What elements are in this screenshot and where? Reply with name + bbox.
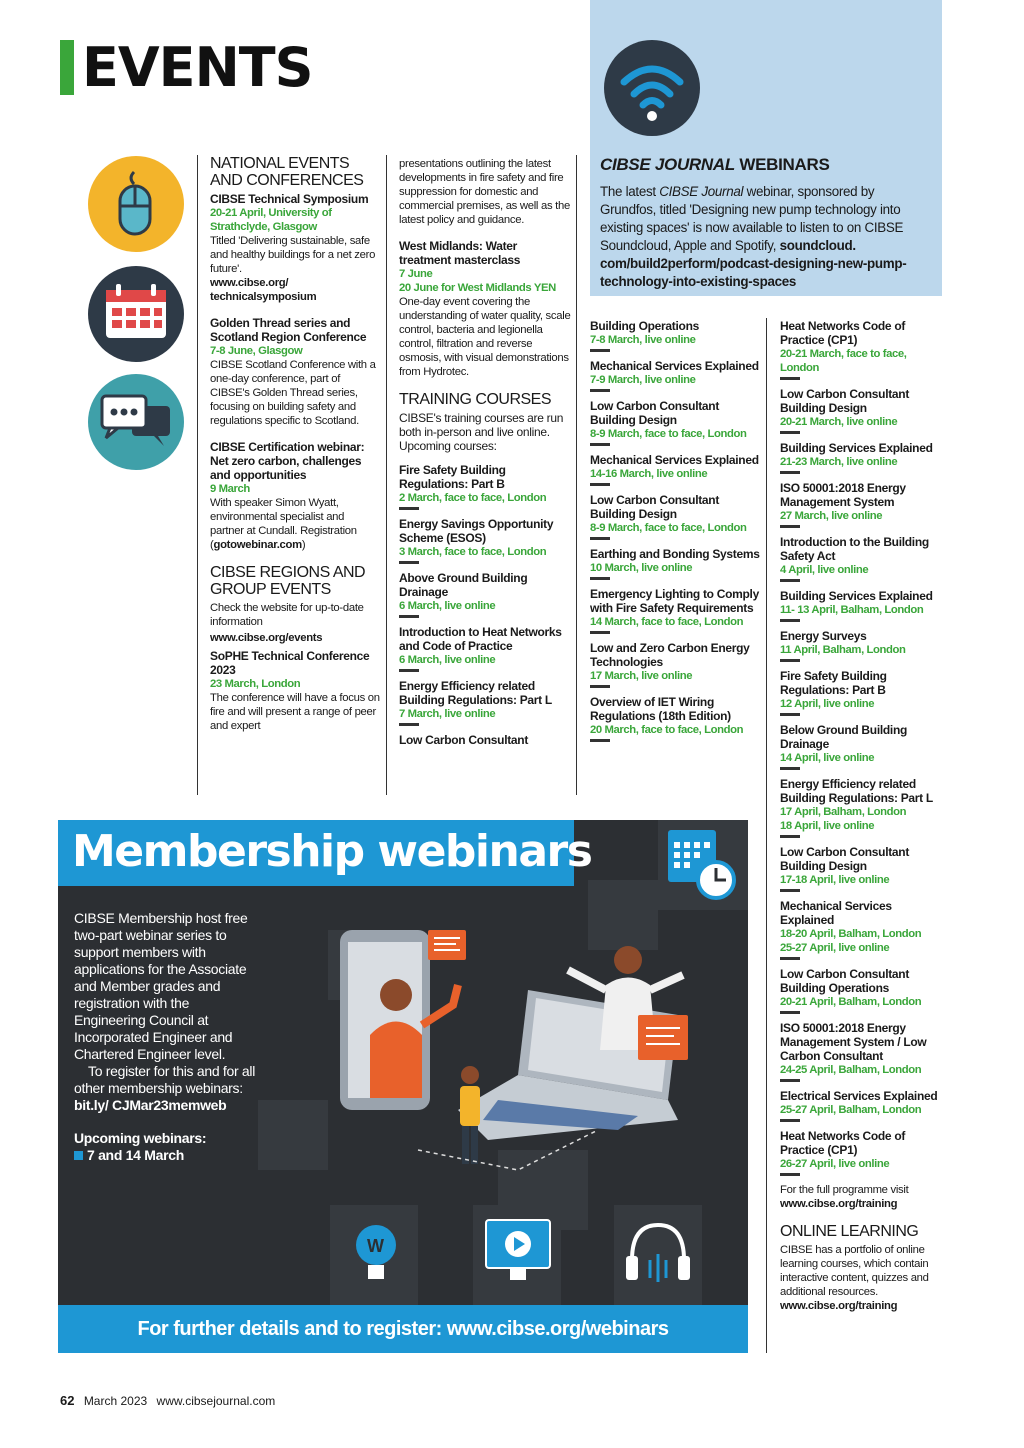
- separator-dash: [590, 389, 610, 392]
- course-item: [590, 453, 762, 486]
- column-national-events: NATIONAL EVENTS AND CONFERENCES CIBSE Technical Symposium 20-21 April, University of Strathclyde, Glasgow Titled 'Delivering sustainable, safe and healthy buildings for a net zero future'. www.cibse.org/ technicalsymposium Golden Thread series and Scotland Region Conference 7-8 June, Glasgow CIBSE Scotland Conference with a one-day conference, part of CIBSE's Golden Thread series, focusing on building safety and regulations specific to Scotland. CIBSE Certification webinar: Net zero carbon, challenges and opportunities 9 March With speaker Simon Wyatt, environmental specialist and partner at Cundall. Registration (gotowebinar.com) CIBSE REGIONS AND GROUP EVENTS Check the website for up-to-date information www.cibse.org/events SoPHE Technical Conference 2023 23 March, London The conference will have a focus on fire and will present a range of peer and expert: [210, 155, 380, 732]
- course-item: [780, 441, 942, 474]
- separator-dash: [780, 431, 800, 434]
- course-title: ISO 50001:2018 Energy Management System / Low Carbon Consultant: [780, 1021, 927, 1063]
- course-title: Building Services Explained: [780, 441, 933, 455]
- course-date: 20-21 March, face to face, London: [780, 348, 907, 374]
- regions-link[interactable]: www.cibse.org/events: [210, 632, 323, 644]
- course-item: [780, 845, 942, 892]
- course-title: Heat Networks Code of Practice (CP1): [780, 1129, 906, 1157]
- section-heading: NATIONAL EVENTS AND CONFERENCES: [210, 155, 364, 189]
- course-date: 27 March, live online: [780, 510, 883, 522]
- chat-icon: [88, 374, 184, 470]
- calendar-icon: [88, 266, 184, 362]
- course-date: 3 March, face to face, London: [399, 546, 547, 558]
- issue-date: March 2023: [83, 1394, 148, 1408]
- membership-title: Membership webinars: [72, 826, 592, 877]
- column-rule: [766, 318, 767, 1353]
- separator-dash: [780, 1011, 800, 1014]
- course-title: Low Carbon Consultant Building Operations: [780, 967, 910, 995]
- event-item: CIBSE Technical Symposium 20-21 April, University of Strathclyde, Glasgow Titled 'Delivering sustainable, safe and healthy buildings for a net zero future'. www.cibse.org/ technicalsymposium: [210, 192, 380, 304]
- course-item: [399, 679, 571, 726]
- separator-dash: [590, 685, 610, 688]
- separator-dash: [780, 659, 800, 662]
- course-title: Below Ground Building Drainage: [780, 723, 908, 751]
- webinars-link[interactable]: www.cibse.org/webinars: [446, 1318, 669, 1340]
- course-title: Overview of IET Wiring Regulations (18th Edition): [590, 695, 731, 723]
- separator-dash: [590, 349, 610, 352]
- course-title: Low Carbon Consultant Building Design: [780, 387, 910, 415]
- course-title: Low and Zero Carbon Energy Technologies: [590, 641, 750, 669]
- event-link[interactable]: www.cibse.org/ technicalsymposium: [210, 277, 317, 303]
- course-item: [780, 669, 942, 716]
- webinar-box-title: CIBSE JOURNAL WEBINARS: [600, 155, 830, 174]
- course-date: 6 March, live online: [399, 654, 496, 666]
- course-date: 18 April, live online: [780, 820, 875, 832]
- course-date: 10 March, live online: [590, 562, 693, 574]
- course-title: Earthing and Bonding Systems: [590, 547, 760, 561]
- course-item: [780, 629, 942, 662]
- course-title: ISO 50001:2018 Energy Management System: [780, 481, 906, 509]
- course-date: 8-9 March, face to face, London: [590, 522, 747, 534]
- column-training: presentations outlining the latest developments in fire safety and fire suppression for domestic and commercial premises, as well as the latest policy and guidance. West Midlands: Water treatment masterclass 7 June 20 June for West Midlands YEN One-day event covering the understanding of water quality, scale control, bacteria and legionella control, filtration and reverse osmosis, with visual demonstrations from Hydrotec. TRAINING COURSES CIBSE's training courses are run both in-person and live online. Upcoming courses: Fire Safety Building Regulations: Part B 2 March, face to face, London Energy Savings Opportunity Scheme (ESOS) 3 March, face to face, London Above Ground Building Drainage 6 March, live online Introduction to Heat Networks and Code of Practice 6 March, live online Energy Efficiency related Building Regulations: Part L 7 March, live online Low Carbon Consultant: [399, 158, 571, 747]
- course-item: [399, 625, 571, 672]
- section-heading: ONLINE LEARNING: [780, 1223, 919, 1240]
- course-date: 11- 13 April, Balham, London: [780, 604, 924, 616]
- course-item: [780, 589, 942, 622]
- svg-text:W: W: [367, 1236, 384, 1256]
- separator-dash: [590, 537, 610, 540]
- course-title: Building Operations: [590, 319, 699, 333]
- course-title: Energy Efficiency related Building Regulations: Part L: [399, 679, 552, 707]
- separator-dash: [590, 739, 610, 742]
- course-item: [590, 547, 762, 580]
- course-date: 14-16 March, live online: [590, 468, 708, 480]
- separator-dash: [780, 713, 800, 716]
- course-date: 14 March, face to face, London: [590, 616, 744, 628]
- course-title: Electrical Services Explained: [780, 1089, 938, 1103]
- membership-footer-text: For further details and to register: www.cibse.org/webinars: [137, 1318, 669, 1340]
- separator-dash: [780, 1173, 800, 1176]
- footer-site-link[interactable]: www.cibsejournal.com: [156, 1394, 276, 1408]
- course-date: 25-27 April, live online: [780, 942, 890, 954]
- separator-dash: [780, 767, 800, 770]
- separator-dash: [399, 723, 419, 726]
- separator-dash: [590, 483, 610, 486]
- separator-dash: [780, 579, 800, 582]
- course-title: Energy Savings Opportunity Scheme (ESOS): [399, 517, 554, 545]
- separator-dash: [590, 443, 610, 446]
- title-accent-bar: [60, 40, 74, 95]
- course-title: Heat Networks Code of Practice (CP1): [780, 319, 906, 347]
- page-title: EVENTS: [82, 36, 313, 99]
- course-date: 26-27 April, live online: [780, 1158, 890, 1170]
- square-bullet-icon: [74, 1151, 83, 1160]
- course-title: Emergency Lighting to Comply with Fire Safety Requirements: [590, 587, 759, 615]
- course-item: [590, 319, 762, 352]
- separator-dash: [780, 1119, 800, 1122]
- course-item: [780, 535, 942, 582]
- column-courses-4: Heat Networks Code of Practice (CP1) 20-21 March, face to face, London Low Carbon Consultant Building Design 20-21 March, live online Building Services Explained 21-23 March, live online ISO 50001:2018 Energy Management System 27 March, live online Introduction to the Building Safety Act 4 April, live online Building Services Explained 11- 13 April, Balham, London Energy Surveys 11 April, Balham, London Fire Safety Building Regulations: Part B 12 April, live online Below Ground Building Drainage 14 April, live online Energy Efficiency related Building Regulations: Part L 17 April, Balham, London 18 April, live online Low Carbon Consultant Building Design 17-18 April, live online Mechanical Services Explained 18-20 April, Balham, London 25-27 April, live online Low Carbon Consultant Building Operations 20-21 April, Balham, London ISO 50001:2018 Energy Management System / Low Carbon Consultant 24-25 April, Balham, London Electrical Services Explained 25-27 April, Balham, London Heat Networks Code of Practice (CP1) 26-27 April, live online For the full programme visit www.cibse.org/training ONLINE LEARNING CIBSE has a portfolio of online learning courses, which contain interactive content, quizzes and additional resources. www.cibse.org/training: [780, 319, 942, 1313]
- column-rule: [576, 155, 577, 795]
- column-courses-3: [590, 319, 762, 749]
- page-number: 62: [60, 1393, 75, 1408]
- course-date: 24-25 April, Balham, London: [780, 1064, 922, 1076]
- mouse-icon: [88, 156, 184, 252]
- course-date: 7-9 March, live online: [590, 374, 696, 386]
- course-date: 21-23 March, live online: [780, 456, 898, 468]
- course-item: [590, 359, 762, 392]
- course-date: 2 March, face to face, London: [399, 492, 547, 504]
- course-item: [399, 463, 571, 510]
- section-heading: CIBSE REGIONS AND GROUP EVENTS: [210, 564, 366, 598]
- separator-dash: [780, 377, 800, 380]
- membership-link[interactable]: bit.ly/ CJMar23memweb: [74, 1097, 227, 1113]
- separator-dash: [399, 669, 419, 672]
- course-item: [399, 571, 571, 618]
- column-rule: [386, 155, 387, 795]
- course-date: 20 March, face to face, London: [590, 724, 744, 736]
- course-item: [590, 493, 762, 540]
- course-title: Fire Safety Building Regulations: Part B: [399, 463, 506, 491]
- separator-dash: [780, 957, 800, 960]
- course-item: [399, 517, 571, 564]
- course-date: 11 April, Balham, London: [780, 644, 906, 656]
- course-date: 17 March, live online: [590, 670, 693, 682]
- membership-text: CIBSE Membership host free two-part webinar series to support members with applications for the Associate and Member grades and registration with the Engineering Council at Incorporated Engineer and Chartered Engineer level. To register for this and for all other membership webinars: bit.ly/ CJMar23memweb Upcoming webinars: 7 and 14 March: [74, 910, 256, 1163]
- webinar-box-body: The latest CIBSE Journal webinar, sponsored by Grundfos, titled 'Designing new pump technology into existing spaces' is now available to listen to on CIBSE Soundcloud, Apple and Spotify, soundcloud. com/build2perform/podcast-designing-new-pump-technology-into-existing-spaces: [600, 184, 907, 289]
- separator-dash: [399, 507, 419, 510]
- course-date: 7-8 March, live online: [590, 334, 696, 346]
- course-item: [780, 481, 942, 528]
- course-date: 7 March, live online: [399, 708, 496, 720]
- separator-dash: [780, 471, 800, 474]
- wifi-icon: [604, 40, 700, 136]
- course-date: 18-20 April, Balham, London: [780, 928, 922, 940]
- course-date: 17 April, Balham, London: [780, 806, 907, 818]
- separator-dash: [780, 1079, 800, 1082]
- course-title: Building Services Explained: [780, 589, 933, 603]
- course-title: Low Carbon Consultant Building Design: [590, 493, 720, 521]
- event-item: West Midlands: Water treatment masterclass 7 June 20 June for West Midlands YEN One-day event covering the understanding of water quality, scale control, bacteria and legionella control, filtration and reverse osmosis, with visual demonstrations from Hydrotec.: [399, 239, 571, 378]
- online-link[interactable]: www.cibse.org/training: [780, 1300, 898, 1312]
- training-link[interactable]: www.cibse.org/training: [780, 1198, 898, 1210]
- course-item: [780, 723, 942, 770]
- course-title: Mechanical Services Explained: [590, 453, 759, 467]
- course-title: Low Carbon Consultant Building Design: [780, 845, 910, 873]
- course-title: Fire Safety Building Regulations: Part B: [780, 669, 887, 697]
- course-title: Introduction to Heat Networks and Code of Practice: [399, 625, 562, 653]
- course-item: [780, 387, 942, 434]
- separator-dash: [590, 631, 610, 634]
- course-item: [780, 1021, 942, 1082]
- course-date: 17-18 April, live online: [780, 874, 890, 886]
- course-date: 6 March, live online: [399, 600, 496, 612]
- course-item: [780, 319, 942, 380]
- course-item: [780, 777, 942, 838]
- course-item: [780, 1129, 942, 1176]
- page-footer: [60, 1393, 275, 1408]
- separator-dash: [399, 561, 419, 564]
- event-item: CIBSE Certification webinar: Net zero carbon, challenges and opportunities 9 March With speaker Simon Wyatt, environmental specialist and partner at Cundall. Registration (gotowebinar.com): [210, 440, 365, 551]
- column-rule: [197, 155, 198, 795]
- course-item: [590, 587, 762, 634]
- course-title: Low Carbon Consultant: [399, 733, 529, 747]
- course-item: [780, 899, 942, 960]
- event-item: Golden Thread series and Scotland Region Conference 7-8 June, Glasgow CIBSE Scotland Conference with a one-day conference, part of CIBSE's Golden Thread series, focusing on building safety and regulations specific to Scotland.: [210, 316, 376, 427]
- course-title: Energy Efficiency related Building Regulations: Part L: [780, 777, 933, 805]
- course-title: Above Ground Building Drainage: [399, 571, 528, 599]
- course-date: 14 April, live online: [780, 752, 875, 764]
- event-link[interactable]: gotowebinar.com: [213, 539, 302, 551]
- course-date: 25-27 April, Balham, London: [780, 1104, 922, 1116]
- course-item: [590, 641, 762, 688]
- separator-dash: [399, 615, 419, 618]
- event-item: SoPHE Technical Conference 2023 23 March, London The conference will have a focus on fire and will present a range of peer and expert: [210, 649, 380, 732]
- course-date: 4 April, live online: [780, 564, 869, 576]
- course-title: Mechanical Services Explained: [590, 359, 759, 373]
- course-date: 12 April, live online: [780, 698, 875, 710]
- course-title: Energy Surveys: [780, 629, 867, 643]
- course-title: Introduction to the Building Safety Act: [780, 535, 929, 563]
- separator-dash: [780, 525, 800, 528]
- course-title: Mechanical Services Explained: [780, 899, 892, 927]
- course-item: [590, 399, 762, 446]
- separator-dash: [780, 889, 800, 892]
- course-date: 20-21 March, live online: [780, 416, 898, 428]
- separator-dash: [780, 835, 800, 838]
- course-item: [780, 1089, 942, 1122]
- course-item: [780, 967, 942, 1014]
- course-title: Low Carbon Consultant Building Design: [590, 399, 720, 427]
- course-date: 20-21 April, Balham, London: [780, 996, 922, 1008]
- section-heading: TRAINING COURSES: [399, 391, 552, 408]
- separator-dash: [780, 619, 800, 622]
- soundcloud-link[interactable]: soundcloud. com/build2perform/podcast-designing-new-pump-technology-into-existing-spaces: [600, 238, 907, 289]
- course-item: [590, 695, 762, 742]
- course-date: 8-9 March, face to face, London: [590, 428, 747, 440]
- separator-dash: [590, 577, 610, 580]
